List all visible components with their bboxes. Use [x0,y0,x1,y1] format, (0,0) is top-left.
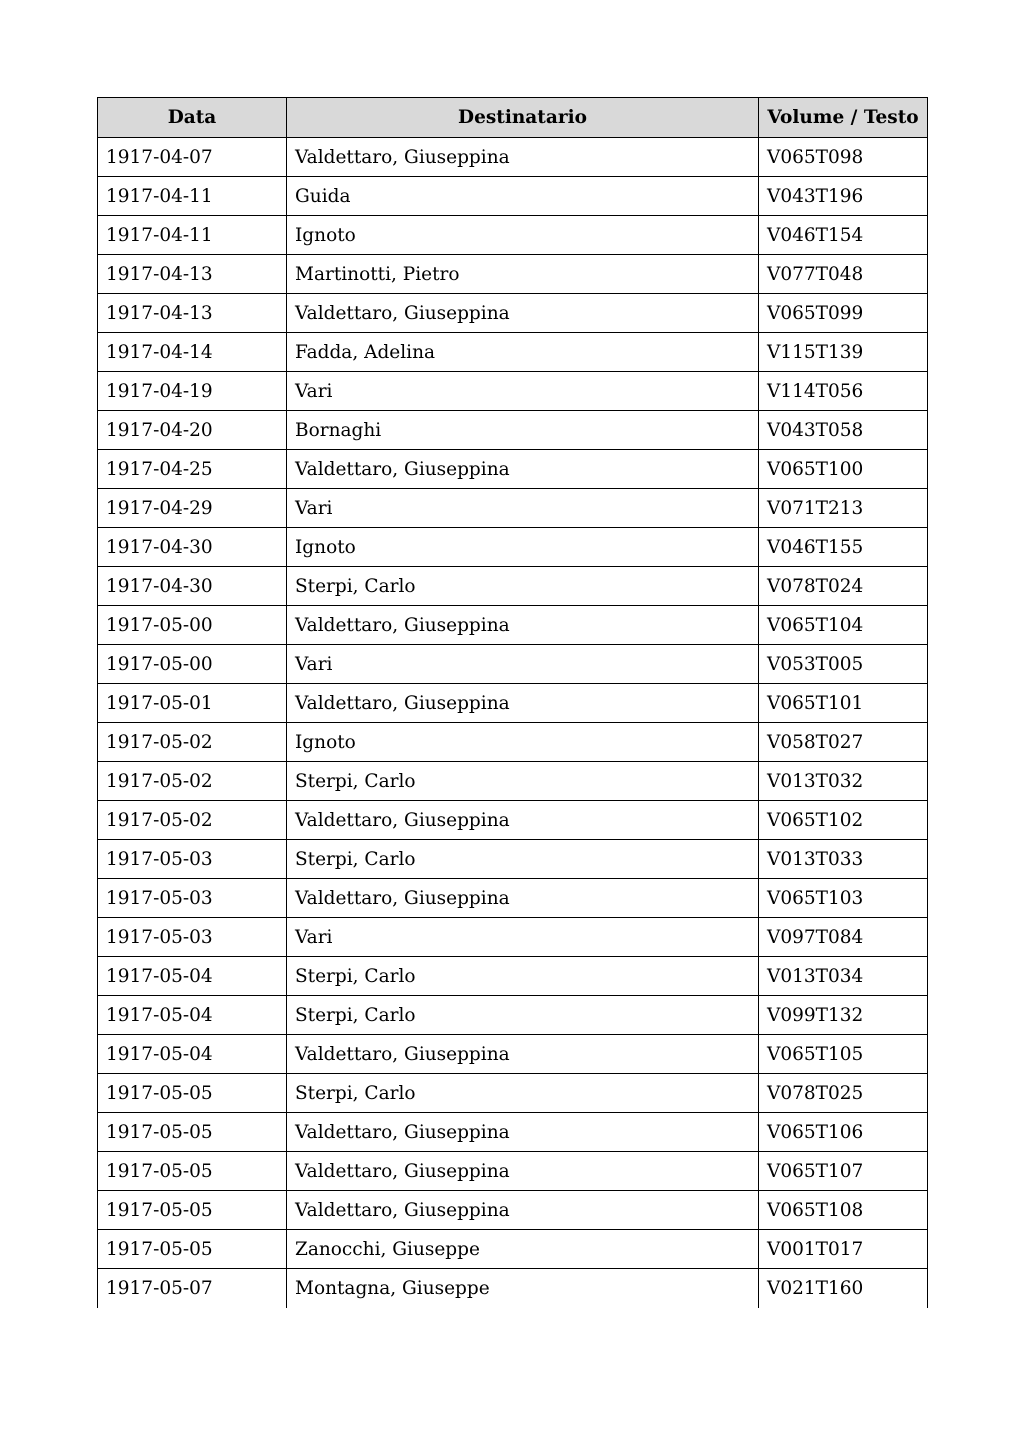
table-row [98,1191,928,1230]
cell-data: 1917-04-14 [98,333,287,372]
cell-volume-testo: V013T033 [759,840,928,879]
table-row [98,1269,928,1308]
cell-destinatario: Valdettaro, Giuseppina [287,294,759,333]
cell-destinatario: Valdettaro, Giuseppina [287,1191,759,1230]
letters-table [97,97,928,1308]
cell-destinatario: Sterpi, Carlo [287,1074,759,1113]
cell-volume-testo: V115T139 [759,333,928,372]
cell-destinatario: Valdettaro, Giuseppina [287,684,759,723]
cell-volume-testo: V065T106 [759,1113,928,1152]
cell-volume-testo: V114T056 [759,372,928,411]
cell-volume-testo: V065T102 [759,801,928,840]
cell-destinatario: Montagna, Giuseppe [287,1269,759,1308]
cell-volume-testo: V077T048 [759,255,928,294]
cell-destinatario: Ignoto [287,723,759,762]
cell-data: 1917-05-05 [98,1152,287,1191]
table-header-row [98,98,928,138]
cell-destinatario: Valdettaro, Giuseppina [287,138,759,177]
column-header-volume-testo: Volume / Testo [759,98,928,138]
cell-destinatario: Bornaghi [287,411,759,450]
table-body [98,138,928,1308]
cell-data: 1917-05-04 [98,957,287,996]
table-row [98,1113,928,1152]
table-row [98,372,928,411]
cell-destinatario: Valdettaro, Giuseppina [287,801,759,840]
cell-data: 1917-05-07 [98,1269,287,1308]
cell-data: 1917-04-20 [98,411,287,450]
table-row [98,762,928,801]
cell-volume-testo: V065T104 [759,606,928,645]
cell-volume-testo: V013T032 [759,762,928,801]
cell-data: 1917-05-05 [98,1113,287,1152]
table-row [98,957,928,996]
cell-destinatario: Valdettaro, Giuseppina [287,879,759,918]
cell-data: 1917-05-00 [98,606,287,645]
cell-data: 1917-05-02 [98,762,287,801]
cell-destinatario: Sterpi, Carlo [287,567,759,606]
cell-destinatario: Valdettaro, Giuseppina [287,1113,759,1152]
table-row [98,255,928,294]
cell-destinatario: Vari [287,645,759,684]
cell-volume-testo: V078T024 [759,567,928,606]
column-header-destinatario: Destinatario [287,98,759,138]
table-row [98,1152,928,1191]
cell-volume-testo: V065T108 [759,1191,928,1230]
cell-destinatario: Ignoto [287,216,759,255]
cell-destinatario: Ignoto [287,528,759,567]
cell-volume-testo: V021T160 [759,1269,928,1308]
cell-volume-testo: V065T099 [759,294,928,333]
table-row [98,333,928,372]
cell-volume-testo: V001T017 [759,1230,928,1269]
table-row [98,1230,928,1269]
cell-volume-testo: V078T025 [759,1074,928,1113]
table-row [98,840,928,879]
cell-data: 1917-05-05 [98,1191,287,1230]
cell-data: 1917-04-11 [98,216,287,255]
cell-data: 1917-05-04 [98,996,287,1035]
cell-volume-testo: V065T098 [759,138,928,177]
cell-volume-testo: V013T034 [759,957,928,996]
table-row [98,177,928,216]
cell-data: 1917-05-00 [98,645,287,684]
cell-data: 1917-04-25 [98,450,287,489]
table-row [98,879,928,918]
table-row [98,567,928,606]
cell-destinatario: Sterpi, Carlo [287,957,759,996]
column-header-data: Data [98,98,287,138]
table-row [98,1035,928,1074]
cell-data: 1917-05-03 [98,879,287,918]
cell-volume-testo: V099T132 [759,996,928,1035]
cell-volume-testo: V046T155 [759,528,928,567]
cell-data: 1917-05-02 [98,801,287,840]
cell-data: 1917-04-30 [98,567,287,606]
cell-volume-testo: V065T101 [759,684,928,723]
cell-destinatario: Valdettaro, Giuseppina [287,450,759,489]
cell-volume-testo: V053T005 [759,645,928,684]
table-row [98,450,928,489]
cell-destinatario: Zanocchi, Giuseppe [287,1230,759,1269]
cell-destinatario: Vari [287,372,759,411]
table-row [98,918,928,957]
table-row [98,138,928,177]
cell-data: 1917-05-01 [98,684,287,723]
cell-data: 1917-04-13 [98,294,287,333]
cell-data: 1917-04-19 [98,372,287,411]
cell-volume-testo: V058T027 [759,723,928,762]
cell-data: 1917-04-07 [98,138,287,177]
cell-volume-testo: V065T100 [759,450,928,489]
table-row [98,996,928,1035]
cell-destinatario: Sterpi, Carlo [287,762,759,801]
cell-data: 1917-05-03 [98,840,287,879]
cell-data: 1917-05-03 [98,918,287,957]
cell-destinatario: Vari [287,489,759,528]
cell-destinatario: Valdettaro, Giuseppina [287,1152,759,1191]
cell-volume-testo: V043T196 [759,177,928,216]
cell-destinatario: Martinotti, Pietro [287,255,759,294]
cell-destinatario: Sterpi, Carlo [287,996,759,1035]
table-row [98,801,928,840]
cell-volume-testo: V071T213 [759,489,928,528]
cell-volume-testo: V065T103 [759,879,928,918]
cell-data: 1917-04-11 [98,177,287,216]
cell-destinatario: Sterpi, Carlo [287,840,759,879]
cell-destinatario: Fadda, Adelina [287,333,759,372]
cell-volume-testo: V065T105 [759,1035,928,1074]
cell-volume-testo: V046T154 [759,216,928,255]
table-row [98,489,928,528]
table-row [98,411,928,450]
table-row [98,645,928,684]
cell-data: 1917-05-02 [98,723,287,762]
cell-destinatario: Valdettaro, Giuseppina [287,606,759,645]
cell-volume-testo: V043T058 [759,411,928,450]
table-row [98,606,928,645]
cell-data: 1917-05-05 [98,1230,287,1269]
table-row [98,294,928,333]
cell-destinatario: Guida [287,177,759,216]
cell-volume-testo: V065T107 [759,1152,928,1191]
cell-data: 1917-04-30 [98,528,287,567]
cell-destinatario: Vari [287,918,759,957]
table-row [98,723,928,762]
cell-data: 1917-05-04 [98,1035,287,1074]
cell-data: 1917-04-29 [98,489,287,528]
cell-data: 1917-04-13 [98,255,287,294]
table-row [98,1074,928,1113]
cell-destinatario: Valdettaro, Giuseppina [287,1035,759,1074]
cell-volume-testo: V097T084 [759,918,928,957]
cell-data: 1917-05-05 [98,1074,287,1113]
table-row [98,528,928,567]
table-row [98,216,928,255]
table-row [98,684,928,723]
